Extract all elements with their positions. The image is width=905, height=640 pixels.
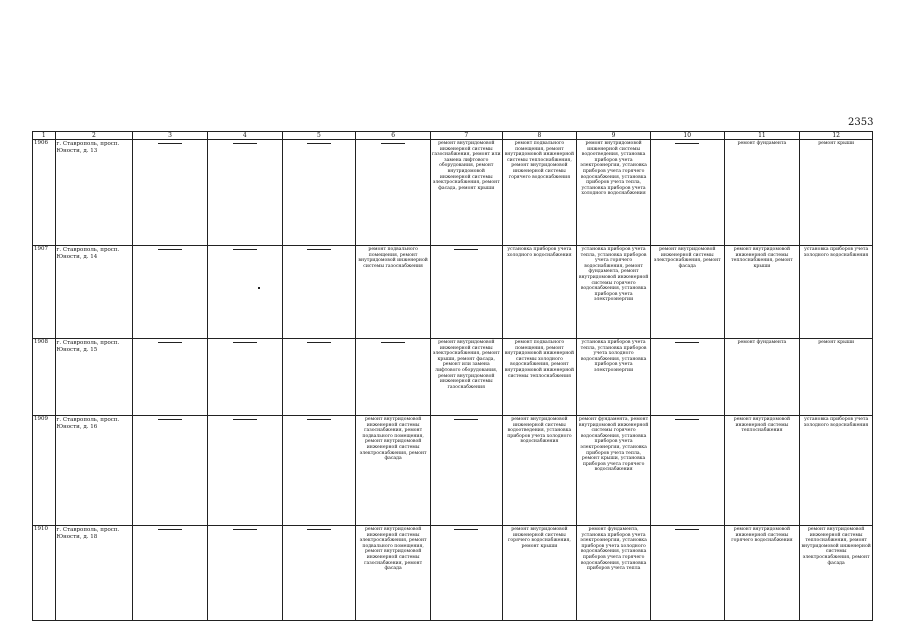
- dash-mark: [233, 342, 257, 343]
- dash-mark: [233, 529, 257, 530]
- work-type-cell: ремонт внутридомовой инженерной системы горячего водоснабжения: [724, 526, 800, 621]
- work-type-cell: установка приборов учета холодного водоснабжения: [800, 416, 873, 526]
- empty-period-cell: [282, 416, 356, 526]
- row-number: 1907: [33, 246, 56, 339]
- empty-period-cell: [133, 140, 208, 246]
- work-type-cell: ремонт крыши: [800, 140, 873, 246]
- work-type-cell: ремонт внутридомовой инженерной системы водоотведения, установка приборов учета электроэнергии, установка приборов учета горячего водоснабжения, установка приборов учета тепла, установка приборов учета холодного водоснабжения: [577, 140, 651, 246]
- row-number: 1909: [33, 416, 56, 526]
- empty-period-cell: [430, 526, 502, 621]
- dash-mark: [233, 143, 257, 144]
- dash-mark: [381, 342, 405, 343]
- empty-period-cell: [430, 416, 502, 526]
- work-type-cell: ремонт подвального помещения, ремонт внутридомовой инженерной системы холодного водоснабжения, ремонт внутридомовой инженерной системы теплоснабжения: [502, 339, 577, 416]
- dash-mark: [158, 342, 182, 343]
- column-header: 10: [650, 132, 724, 140]
- empty-period-cell: [207, 339, 282, 416]
- column-header: 9: [577, 132, 651, 140]
- dash-mark: [158, 143, 182, 144]
- dash-mark: [381, 143, 405, 144]
- column-header: 1: [33, 132, 56, 140]
- work-type-cell: ремонт внутридомовой инженерной системы теплоснабжения, ремонт крыши: [724, 246, 800, 339]
- dash-mark: [675, 529, 699, 530]
- empty-period-cell: [282, 339, 356, 416]
- row-number: 1910: [33, 526, 56, 621]
- address-cell: г. Ставрополь, просп. Юности, д. 13: [55, 140, 133, 246]
- empty-period-cell: [207, 526, 282, 621]
- work-type-cell: ремонт подвального помещения, ремонт внутридомовой инженерной системы теплоснабжения, ремонт внутридомовой инженерной системы горячего водоснабжения: [502, 140, 577, 246]
- dash-mark: [675, 143, 699, 144]
- page-number: 2353: [848, 117, 874, 128]
- dash-mark: [307, 143, 331, 144]
- address-cell: г. Ставрополь, просп. Юности, д. 15: [55, 339, 133, 416]
- column-header: 4: [207, 132, 282, 140]
- work-type-cell: ремонт внутридомовой инженерной системы электроснабжения, ремонт подвального помещения, ремонт внутридомовой инженерной системы газоснабжения, ремонт фасада: [356, 526, 431, 621]
- dash-mark: [307, 342, 331, 343]
- address-cell: г. Ставрополь, просп. Юности, д. 14: [55, 246, 133, 339]
- empty-period-cell: [356, 339, 431, 416]
- work-type-cell: ремонт внутридомовой инженерной системы теплоснабжения: [724, 416, 800, 526]
- work-type-cell: ремонт фундамента: [724, 140, 800, 246]
- work-type-cell: установка приборов учета тепла, установка приборов учета горячего водоснабжения, ремонт фундамента, ремонт внутридомовой инженерной системы горячего водоснабжения, установка приборов учета электроэнергии: [577, 246, 651, 339]
- work-type-cell: ремонт внутридомовой инженерной системы газоснабжения, ремонт подвального помещения, ремонт внутридомовой инженерной системы электроснабжения, ремонт фасада: [356, 416, 431, 526]
- work-type-cell: ремонт внутридомовой инженерной системы газоснабжения, ремонт или замена лифтового оборудования, ремонт внутридомовой инженерной системы электроснабжения, ремонт фасада, ремонт крыши: [430, 140, 502, 246]
- table-row: [33, 246, 873, 339]
- empty-period-cell: [133, 246, 208, 339]
- row-number: 1906: [33, 140, 56, 246]
- dash-mark: [158, 249, 182, 250]
- empty-period-cell: [133, 526, 208, 621]
- dash-mark: [233, 419, 257, 420]
- column-header: 5: [282, 132, 356, 140]
- empty-period-cell: [650, 339, 724, 416]
- empty-period-cell: [282, 526, 356, 621]
- empty-period-cell: [133, 416, 208, 526]
- dash-mark: [307, 529, 331, 530]
- empty-period-cell: [650, 416, 724, 526]
- empty-period-cell: [650, 526, 724, 621]
- table-row: [33, 416, 873, 526]
- empty-period-cell: [650, 140, 724, 246]
- column-header: 12: [800, 132, 873, 140]
- work-type-cell: ремонт внутридомовой инженерной системы электроснабжения, ремонт крыши, ремонт фасада, ремонт или замена лифтового оборудования, ремонт внутридомовой инженерной системы газоснабжения: [430, 339, 502, 416]
- column-header: 11: [724, 132, 800, 140]
- column-header: 6: [356, 132, 431, 140]
- column-header: 7: [430, 132, 502, 140]
- work-type-cell: ремонт внутридомовой инженерной системы горячего водоснабжения, ремонт крыши: [502, 526, 577, 621]
- work-type-cell: ремонт крыши: [800, 339, 873, 416]
- empty-period-cell: [207, 140, 282, 246]
- dash-mark: [158, 529, 182, 530]
- dash-mark: [307, 419, 331, 420]
- empty-period-cell: [430, 246, 502, 339]
- column-header: 8: [502, 132, 577, 140]
- work-type-cell: ремонт подвального помещения, ремонт внутридомовой инженерной системы газоснабжения: [356, 246, 431, 339]
- work-schedule-table: [32, 131, 873, 621]
- work-type-cell: ремонт внутридомовой инженерной системы электроснабжения, ремонт фасада: [650, 246, 724, 339]
- row-number: 1908: [33, 339, 56, 416]
- work-type-cell: установка приборов учета холодного водоснабжения: [800, 246, 873, 339]
- work-type-cell: ремонт фундамента, установка приборов учета электроэнергии, установка приборов учета холодного водоснабжения, установка приборов учета горячего водоснабжения, установка приборов учета тепла: [577, 526, 651, 621]
- work-type-cell: ремонт фундамента, ремонт внутридомовой инженерной системы горячего водоснабжения, установка приборов учета электроэнергии, установка приборов учета тепла, ремонт крыши, установка приборов учета горячего водоснабжения: [577, 416, 651, 526]
- table-row: [33, 140, 873, 246]
- address-cell: г. Ставрополь, просп. Юности, д. 18: [55, 526, 133, 621]
- empty-period-cell: [207, 416, 282, 526]
- dash-mark: [158, 419, 182, 420]
- work-type-cell: ремонт внутридомовой инженерной системы водоотведения, установка приборов учета холодного водоснабжения: [502, 416, 577, 526]
- work-type-cell: ремонт внутридомовой инженерной системы теплоснабжения, ремонт внутридомовой инженерной системы электроснабжения, ремонт фасада: [800, 526, 873, 621]
- address-cell: г. Ставрополь, просп. Юности, д. 16: [55, 416, 133, 526]
- column-header: 3: [133, 132, 208, 140]
- dash-mark: [454, 419, 478, 420]
- dash-mark: [675, 342, 699, 343]
- empty-period-cell: [282, 140, 356, 246]
- dash-mark: [454, 249, 478, 250]
- work-type-cell: установка приборов учета тепла, установка приборов учета холодного водоснабжения, установка приборов учета электроэнергии: [577, 339, 651, 416]
- work-type-cell: установка приборов учета холодного водоснабжения: [502, 246, 577, 339]
- dash-mark: [454, 529, 478, 530]
- scan-speck: [258, 287, 260, 289]
- empty-period-cell: [356, 140, 431, 246]
- work-type-cell: ремонт фундамента: [724, 339, 800, 416]
- dash-mark: [307, 249, 331, 250]
- dash-mark: [675, 419, 699, 420]
- column-number-row: [33, 132, 873, 140]
- empty-period-cell: [207, 246, 282, 339]
- table-row: [33, 339, 873, 416]
- column-header: 2: [55, 132, 133, 140]
- table-row: [33, 526, 873, 621]
- dash-mark: [233, 249, 257, 250]
- empty-period-cell: [282, 246, 356, 339]
- empty-period-cell: [133, 339, 208, 416]
